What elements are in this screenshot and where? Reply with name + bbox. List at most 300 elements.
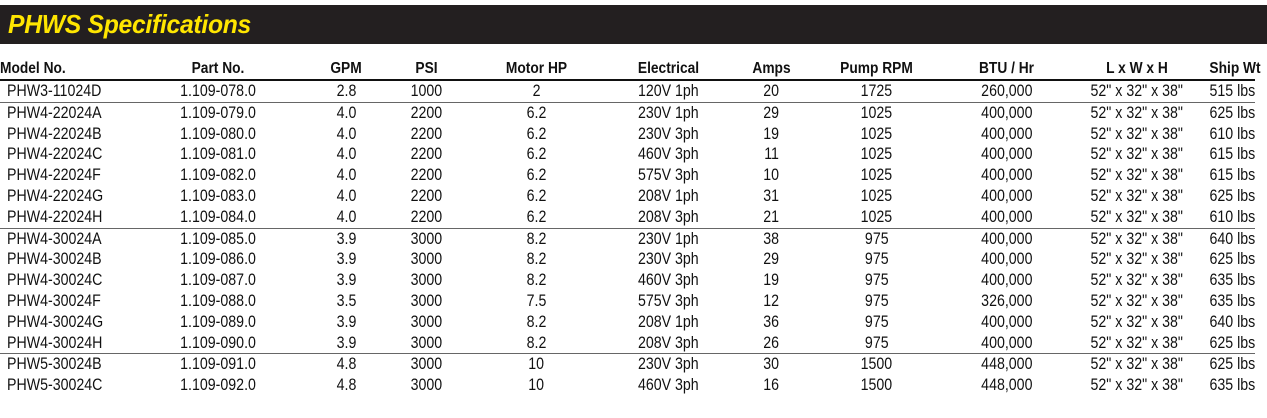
cell-psi [386,291,467,312]
cell-hp [467,144,606,165]
table-row [0,144,1255,165]
cell-btu-text: 448,000 [980,355,1033,374]
cell-electrical [606,312,731,333]
cell-gpm-text: 4.0 [336,145,356,164]
cell-part-text: 1.109-091.0 [180,355,256,374]
cell-rpm [812,124,941,145]
cell-psi [386,249,467,270]
cell-amps-text: 11 [764,145,779,164]
cell-rpm [812,228,941,249]
cell-rpm-text: 1725 [860,82,893,100]
cell-gpm [306,124,386,145]
cell-weight [1202,333,1255,354]
cell-rpm [812,144,941,165]
cell-hp-text: 6.2 [526,103,547,122]
cell-model-text: PHW5-30024B [7,355,102,374]
cell-model-text: PHW3-11024D [7,82,102,100]
cell-model [0,186,130,207]
cell-dims-text: 52" x 32" x 38" [1090,166,1184,185]
cell-gpm [306,186,386,207]
cell-psi [386,375,467,396]
cell-electrical [606,186,731,207]
cell-electrical [606,333,731,354]
cell-amps [731,312,812,333]
cell-electrical [606,165,731,186]
cell-dims-text: 52" x 32" x 38" [1090,103,1184,122]
cell-electrical [606,291,731,312]
cell-dims-text: 52" x 32" x 38" [1090,82,1184,100]
cell-part [130,165,306,186]
cell-electrical-text: 230V 3ph [638,355,699,374]
cell-electrical-text: 230V 3ph [638,124,699,143]
cell-model-text: PHW4-22024A [7,103,102,122]
cell-electrical [606,375,731,396]
cell-btu [941,102,1072,123]
cell-amps-text: 31 [763,186,780,205]
cell-btu-text: 400,000 [980,271,1033,290]
cell-weight-text: 635 lbs [1209,271,1256,290]
cell-weight [1202,80,1255,102]
table-row [0,186,1255,207]
page-title: PHWS Specifications [8,9,252,39]
table-row [0,165,1255,186]
cell-model [0,144,130,165]
cell-model-text: PHW4-30024F [7,291,101,310]
cell-dims-text: 52" x 32" x 38" [1090,312,1184,331]
cell-hp-text: 7.5 [526,291,547,310]
table-row [0,207,1255,228]
cell-hp-text: 6.2 [526,207,547,226]
cell-amps [731,354,812,375]
cell-dims-text: 52" x 32" x 38" [1090,291,1184,310]
cell-part-text: 1.109-090.0 [180,333,256,352]
cell-hp [467,207,606,228]
cell-weight [1202,375,1255,396]
cell-weight [1202,354,1255,375]
cell-btu [941,333,1072,354]
cell-gpm-text: 3.9 [336,312,356,331]
cell-gpm [306,333,386,354]
cell-amps-text: 10 [763,166,780,185]
cell-amps-text: 29 [763,103,780,122]
cell-electrical [606,102,731,123]
cell-psi [386,228,467,249]
cell-dims [1072,375,1202,396]
cell-gpm [306,354,386,375]
cell-dims-text: 52" x 32" x 38" [1090,376,1184,395]
cell-psi-text: 2200 [410,207,443,226]
cell-electrical [606,228,731,249]
cell-amps [731,333,812,354]
cell-part-text: 1.109-078.0 [180,82,256,100]
cell-amps [731,228,812,249]
cell-psi [386,144,467,165]
cell-electrical [606,144,731,165]
cell-rpm [812,354,941,375]
cell-weight [1202,249,1255,270]
cell-part-text: 1.109-079.0 [180,103,256,122]
cell-weight [1202,102,1255,123]
cell-dims [1072,270,1202,291]
cell-dims-text: 52" x 32" x 38" [1090,250,1184,269]
cell-rpm [812,249,941,270]
cell-rpm [812,165,941,186]
cell-part [130,207,306,228]
cell-dims [1072,186,1202,207]
cell-psi-text: 3000 [410,355,443,374]
cell-amps-text: 16 [763,376,780,395]
cell-amps-text: 19 [763,271,780,290]
cell-btu-text: 400,000 [980,145,1033,164]
cell-gpm [306,165,386,186]
cell-dims [1072,207,1202,228]
cell-electrical-text: 208V 3ph [638,333,699,352]
column-header-electrical: Electrical [615,57,723,80]
cell-rpm-text: 1025 [860,124,893,143]
cell-btu-text: 400,000 [980,186,1033,205]
column-header-dims: L x W x H [1081,57,1193,80]
cell-part [130,80,306,102]
cell-electrical [606,249,731,270]
cell-rpm-text: 1500 [860,376,893,395]
cell-btu [941,291,1072,312]
cell-btu-text: 400,000 [980,166,1033,185]
cell-hp [467,165,606,186]
cell-dims-text: 52" x 32" x 38" [1090,229,1184,248]
cell-rpm [812,270,941,291]
cell-btu [941,80,1072,102]
column-header-part: Part No. [142,57,293,80]
cell-rpm [812,312,941,333]
cell-model-text: PHW4-30024C [7,271,103,290]
cell-rpm-text: 975 [864,250,889,269]
cell-psi-text: 3000 [410,376,443,395]
cell-btu-text: 400,000 [980,124,1033,143]
cell-btu-text: 400,000 [980,103,1033,122]
cell-part-text: 1.109-086.0 [180,250,256,269]
cell-hp [467,186,606,207]
cell-amps [731,80,812,102]
cell-rpm-text: 1025 [860,207,893,226]
cell-model [0,270,130,291]
cell-rpm-text: 1025 [860,186,893,205]
cell-hp-text: 6.2 [526,145,547,164]
cell-hp-text: 8.2 [526,250,547,269]
cell-gpm [306,249,386,270]
cell-psi [386,102,467,123]
cell-hp-text: 8.2 [526,312,547,331]
cell-model [0,312,130,333]
cell-hp [467,375,606,396]
cell-electrical-text: 208V 3ph [638,207,699,226]
cell-gpm-text: 3.5 [336,291,356,310]
cell-part-text: 1.109-083.0 [180,186,256,205]
cell-psi [386,333,467,354]
cell-btu [941,354,1072,375]
cell-dims [1072,354,1202,375]
cell-weight [1202,312,1255,333]
cell-psi [386,186,467,207]
cell-btu [941,144,1072,165]
cell-gpm-text: 4.0 [336,166,356,185]
cell-gpm [306,375,386,396]
cell-gpm [306,102,386,123]
column-header-psi: PSI [392,57,462,80]
cell-part [130,375,306,396]
cell-psi-text: 3000 [410,312,443,331]
cell-amps [731,375,812,396]
cell-dims-text: 52" x 32" x 38" [1090,271,1184,290]
cell-rpm [812,375,941,396]
cell-electrical [606,80,731,102]
cell-electrical-text: 575V 3ph [638,291,699,310]
cell-electrical [606,270,731,291]
cell-rpm-text: 975 [864,312,889,331]
column-header-btu: BTU / Hr [950,57,1063,80]
cell-amps-text: 36 [763,312,780,331]
cell-rpm-text: 975 [864,291,889,310]
cell-rpm-text: 975 [864,229,889,248]
cell-psi-text: 1000 [410,82,443,100]
table-row [0,270,1255,291]
cell-hp-text: 8.2 [526,271,547,290]
cell-part [130,186,306,207]
cell-psi [386,270,467,291]
cell-amps-text: 38 [763,229,780,248]
cell-weight-text: 640 lbs [1209,312,1256,331]
cell-gpm-text: 3.9 [336,333,356,352]
cell-amps [731,186,812,207]
cell-gpm-text: 4.8 [336,355,356,374]
table-row [0,228,1255,249]
cell-amps [731,249,812,270]
cell-weight [1202,291,1255,312]
cell-dims-text: 52" x 32" x 38" [1090,186,1184,205]
cell-amps [731,207,812,228]
cell-weight-text: 515 lbs [1209,82,1256,100]
cell-dims [1072,333,1202,354]
cell-hp [467,80,606,102]
cell-btu-text: 260,000 [980,82,1033,100]
cell-model [0,291,130,312]
cell-weight [1202,207,1255,228]
cell-psi-text: 2200 [410,103,443,122]
cell-electrical [606,207,731,228]
cell-amps [731,102,812,123]
cell-amps [731,124,812,145]
table-row [0,354,1255,375]
cell-hp [467,228,606,249]
cell-gpm [306,291,386,312]
cell-weight-text: 610 lbs [1209,207,1256,226]
column-header-amps: Amps [737,57,807,80]
cell-gpm-text: 3.9 [336,271,356,290]
cell-amps [731,165,812,186]
cell-weight [1202,124,1255,145]
cell-part-text: 1.109-088.0 [180,291,256,310]
cell-rpm-text: 975 [864,333,889,352]
cell-model-text: PHW4-30024H [7,333,103,352]
cell-part-text: 1.109-092.0 [180,376,256,395]
cell-model-text: PHW4-30024G [7,312,104,331]
cell-model [0,165,130,186]
cell-model-text: PHW4-22024C [7,145,103,164]
cell-amps-text: 19 [763,124,780,143]
cell-gpm-text: 2.8 [336,82,356,100]
cell-part [130,291,306,312]
cell-model [0,207,130,228]
cell-rpm [812,186,941,207]
cell-weight-text: 610 lbs [1209,124,1256,143]
cell-model [0,375,130,396]
cell-dims [1072,144,1202,165]
cell-model-text: PHW4-22024H [7,207,103,226]
cell-btu-text: 448,000 [980,376,1033,395]
cell-weight [1202,186,1255,207]
cell-amps-text: 26 [763,333,780,352]
cell-dims [1072,291,1202,312]
column-header-rpm: Pump RPM [821,57,932,80]
cell-part [130,144,306,165]
cell-btu-text: 326,000 [980,291,1033,310]
cell-amps-text: 21 [763,207,780,226]
cell-part-text: 1.109-081.0 [180,145,256,164]
cell-part-text: 1.109-080.0 [180,124,256,143]
cell-psi-text: 2200 [410,186,443,205]
cell-model-text: PHW4-30024B [7,250,102,269]
table-row [0,333,1255,354]
cell-hp-text: 6.2 [526,186,547,205]
table-row [0,124,1255,145]
cell-model-text: PHW5-30024C [7,376,103,395]
cell-gpm [306,80,386,102]
cell-hp-text: 10 [528,376,545,395]
cell-model-text: PHW4-30024A [7,229,102,248]
cell-weight-text: 625 lbs [1209,103,1256,122]
cell-electrical-text: 575V 3ph [638,166,699,185]
cell-hp-text: 8.2 [526,229,547,248]
cell-part [130,228,306,249]
column-header-gpm: GPM [312,57,381,80]
cell-model [0,102,130,123]
cell-psi-text: 2200 [410,124,443,143]
cell-part [130,124,306,145]
cell-hp-text: 6.2 [526,124,547,143]
cell-dims [1072,80,1202,102]
cell-btu [941,165,1072,186]
cell-electrical-text: 208V 1ph [638,312,699,331]
cell-model [0,80,130,102]
cell-model [0,354,130,375]
cell-electrical-text: 460V 3ph [638,271,699,290]
cell-dims-text: 52" x 32" x 38" [1090,355,1184,374]
cell-psi [386,312,467,333]
cell-amps [731,270,812,291]
cell-weight [1202,165,1255,186]
cell-psi-text: 3000 [410,271,443,290]
cell-weight [1202,270,1255,291]
cell-weight [1202,228,1255,249]
cell-part [130,312,306,333]
cell-rpm [812,80,941,102]
column-header-model: Model No. [0,57,112,80]
cell-btu [941,249,1072,270]
table-row [0,375,1255,396]
cell-psi [386,80,467,102]
cell-gpm [306,228,386,249]
cell-rpm [812,207,941,228]
cell-btu-text: 400,000 [980,333,1033,352]
cell-rpm-text: 1025 [860,145,893,164]
cell-part [130,354,306,375]
cell-rpm-text: 975 [864,271,889,290]
cell-model-text: PHW4-22024F [7,166,101,185]
cell-psi [386,207,467,228]
cell-amps-text: 30 [763,355,780,374]
cell-weight-text: 635 lbs [1209,291,1256,310]
cell-electrical-text: 230V 1ph [638,229,699,248]
cell-psi-text: 2200 [410,166,443,185]
cell-hp-text: 2 [532,82,541,100]
cell-rpm-text: 1500 [860,355,893,374]
cell-weight-text: 625 lbs [1209,250,1256,269]
cell-hp [467,124,606,145]
specifications-table [0,57,1261,396]
cell-btu [941,228,1072,249]
cell-rpm-text: 1025 [860,166,893,185]
cell-rpm [812,102,941,123]
cell-dims [1072,228,1202,249]
cell-part-text: 1.109-087.0 [180,271,256,290]
cell-psi-text: 2200 [410,145,443,164]
cell-hp-text: 6.2 [526,166,547,185]
cell-electrical [606,354,731,375]
cell-electrical-text: 460V 3ph [638,376,699,395]
cell-dims-text: 52" x 32" x 38" [1090,333,1184,352]
table-header [0,57,1261,80]
cell-amps-text: 20 [763,82,780,100]
cell-hp [467,270,606,291]
cell-weight-text: 625 lbs [1209,355,1256,374]
cell-amps [731,291,812,312]
cell-dims-text: 52" x 32" x 38" [1090,145,1184,164]
cell-gpm-text: 4.0 [336,124,356,143]
cell-gpm [306,144,386,165]
cell-hp [467,291,606,312]
cell-weight-text: 640 lbs [1209,229,1256,248]
cell-part-text: 1.109-082.0 [180,166,256,185]
cell-hp [467,249,606,270]
cell-part [130,102,306,123]
cell-gpm-text: 3.9 [336,250,356,269]
cell-hp [467,312,606,333]
cell-psi [386,354,467,375]
cell-weight-text: 635 lbs [1209,376,1256,395]
cell-hp-text: 10 [528,355,545,374]
cell-part-text: 1.109-085.0 [180,229,256,248]
table-row [0,312,1255,333]
cell-electrical-text: 460V 3ph [638,145,699,164]
table-body [0,80,1255,396]
cell-dims [1072,249,1202,270]
cell-part-text: 1.109-089.0 [180,312,256,331]
header-row [0,57,1255,80]
title-bar [0,5,1267,44]
table-row [0,80,1255,102]
cell-model [0,249,130,270]
cell-gpm [306,312,386,333]
cell-electrical-text: 230V 3ph [638,250,699,269]
